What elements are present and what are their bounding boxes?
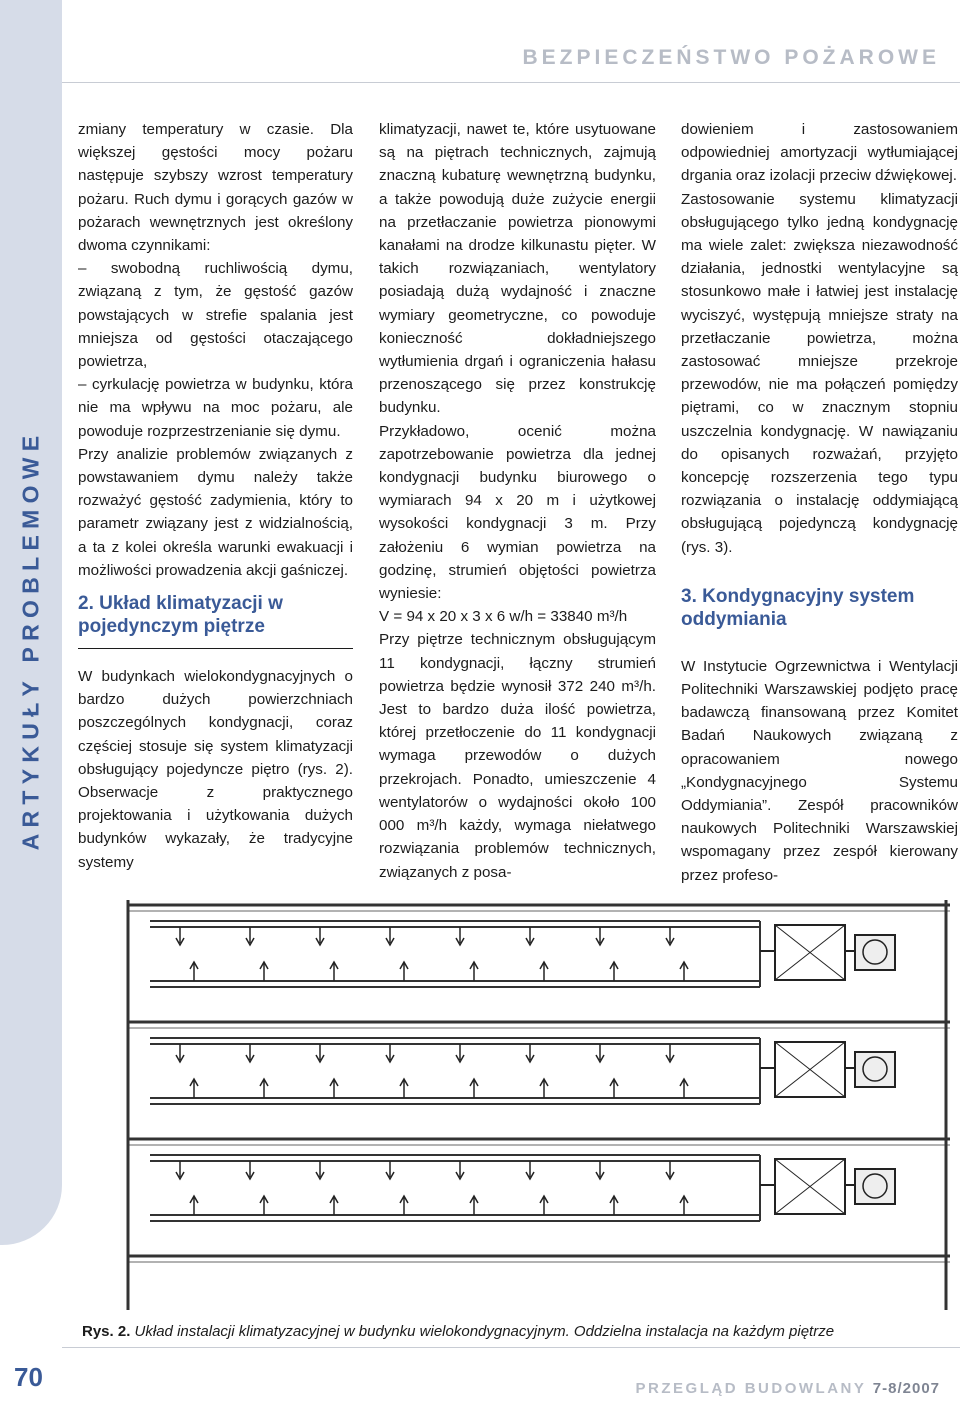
paragraph: Zastosowanie systemu klimatyzacji obsługującego tylko jedną kondygnację ma wiele zalet: zwiększa niezawodność działania, jednostki wentylacyjne są stosunkowo małe i łatwiej jest instalację wyciszyć, występują mniejsze straty na przetłaczanie powietrza, można zastosować mniejsze przekroje przewodów, nie ma połączeń pomiędzy piętrami, co w znacznym stopniu uszczelnia kondygnację. W nawiązaniu do opisanych rozważań, przyjęto koncepcję rozszerzenia tego typu rozwiązania o instalację oddymiającą obsługującą pojedynczą kondygnację (rys. 3). <box>681 190 958 556</box>
paragraph: Przy piętrze technicznym obsługującym 11 kondygnacji, łączny strumień powietrza będzie wynosił 372 240 m³/h. Jest to bardzo duża ilość powietrza, której przetłoczenie do 11 kondygnacji wymaga przewodów o dużych przekrojach. Ponadto, umieszczenie 4 wentylatorów o wydajności około 100 000 m³/h każdy, wymaga niełatwego rozwiązania problemów technicznych, związanych z posa- <box>379 631 656 881</box>
paragraph: – swobodną ruchliwością dymu, związaną z tym, że gęstość gazów powstających w strefie spalania jest mniejsza od gęstości otaczającego powietrza, <box>78 260 353 371</box>
text-column-1 <box>78 118 353 874</box>
hvac-floor-diagram <box>120 900 950 1310</box>
running-footer <box>636 1380 940 1397</box>
journal-name: PRZEGLĄD BUDOWLANY <box>635 1380 867 1397</box>
section-heading-3: 3. Kondygnacyjny system oddymiania <box>681 585 915 630</box>
page-number: 70 <box>14 1362 43 1392</box>
section-vertical-title: ARTYKUŁY PROBLEMOWE <box>17 429 44 851</box>
paragraph: Przy analizie problemów związanych z powstawaniem dymu należy także rozważyć gęstość zadymienia, który to parametr związany jest z widzialnością, a ta z kolei określa warunki ewakuacji i możliwości prowadzenia akcji gaśniczej. <box>78 445 353 579</box>
issue-number: 7-8/2007 <box>872 1380 940 1397</box>
figure-caption-text: Układ instalacji klimatyzacyjnej w budynku wielokondygnacyjnym. Oddzielna instalacja na każdym piętrze <box>134 1323 835 1340</box>
paragraph: W Instytucie Ogrzewnictwa i Wentylacji Politechniki Warszawskiej podjęto pracę badawczą finansowaną przez Komitet Badań Naukowych związaną z opracowaniem nowego „Kondygnacyjnego Systemu Oddymiania”. Zespół pracowników naukowych Politechniki Warszawskiej wspomagany przez zespół kierowany przez profeso- <box>681 657 958 884</box>
paragraph: klimatyzacji, nawet te, które usytuowane są na piętrach technicznych, zajmują znaczną kubaturę wewnętrzną budynku, a także powodują duże zużycie energii na przetłaczanie powietrza pionowymi kanałami na drodze kilkunastu pięter. W takich rozwiązaniach, wentylatory posiadają dużą wydajność i znaczne wymiary geometryczne, co powoduje konieczność dokładniejszego wytłumienia drgań i ograniczenia hałasu przenoszącego się przez konstrukcję budynku. <box>379 121 656 417</box>
section-heading-2: 2. Układ klimatyzacji w pojedynczym piętrze <box>78 592 353 649</box>
header-rule <box>62 82 960 83</box>
footer-rule <box>62 1347 960 1348</box>
figure-label: Rys. 2. <box>82 1323 131 1340</box>
sidebar-band <box>0 0 62 1245</box>
text-column-3 <box>681 118 958 887</box>
text-column-2 <box>379 118 656 884</box>
running-header: BEZPIECZEŃSTWO POŻAROWE <box>522 46 940 69</box>
figure-caption <box>82 1323 834 1340</box>
paragraph: Przykładowo, ocenić można zapotrzebowanie powietrza dla jednej kondygnacji budynku biurowego o wymiarach 94 x 20 m i użytkowej wysokości kondygnacji 3 m. Przy założeniu 6 wymian powietrza na godzinę, strumień objętości powietrza wyniesie: <box>379 422 656 603</box>
formula: V = 94 x 20 x 3 x 6 w/h = 33840 m³/h <box>379 608 628 626</box>
paragraph: – cyrkulację powietrza w budynku, która nie ma wpływu na moc pożaru, ale powoduje rozprzestrzenianie się dymu. <box>78 376 353 440</box>
paragraph: dowieniem i zastosowaniem odpowiedniej amortyzacji wytłumiającej drgania oraz izolacji przeciw dźwiękowej. <box>681 121 958 185</box>
paragraph: zmiany temperatury w czasie. Dla większej gęstości mocy pożaru następuje szybszy wzrost temperatury pożaru. Ruch dymu i gorących gazów w pożarach wewnętrznych jest określony dwoma czynnikami: <box>78 121 353 255</box>
paragraph: W budynkach wielokondygnacyjnych o bardzo dużych powierzchniach poszczególnych kondygnacji, coraz częściej stosuje się system klimatyzacji obsługujący pojedyncze piętro (rys. 2). Obserwacje z praktycznego projektowania i użytkowania dużych budynków wykazały, że tradycyjne systemy <box>78 668 353 871</box>
